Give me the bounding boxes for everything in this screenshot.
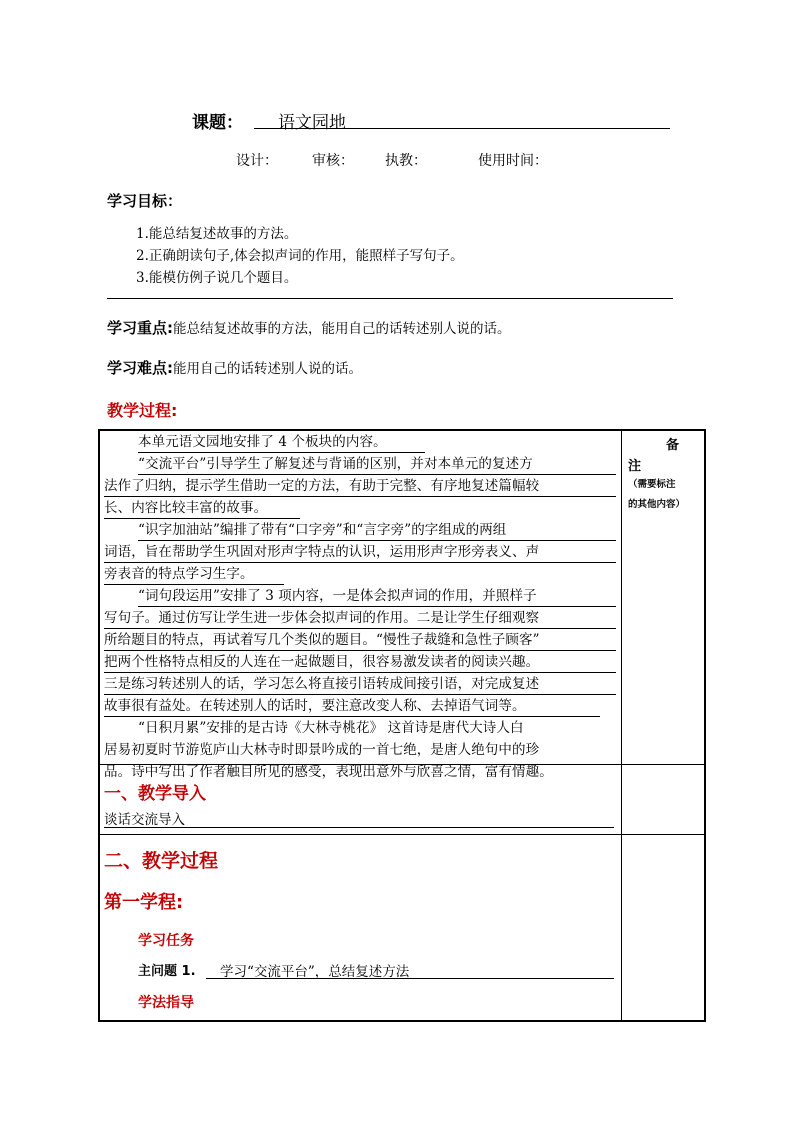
divider bbox=[107, 298, 673, 299]
table-column-divider bbox=[621, 431, 622, 1020]
table-row-divider bbox=[100, 834, 704, 835]
intro-line: 把两个性格特点相反的人连在一起做题目，很容易激发读者的阅读兴趣。 bbox=[104, 652, 616, 673]
teach-label: 执教： bbox=[385, 153, 427, 169]
intro-line: 故事很有益处。在转述别人的话时，要注意改变人称、去掉语气词等。 bbox=[104, 696, 600, 717]
guide-label: 学法指导 bbox=[138, 995, 194, 1011]
intro-line: 品。诗中写出了作者触目所见的感受，表现出意外与欣喜之情，富有情趣。 bbox=[104, 764, 553, 780]
review-label: 审核： bbox=[312, 153, 354, 169]
title-label: 课题： bbox=[192, 113, 243, 133]
subsection-heading: 第一学程: bbox=[104, 892, 184, 913]
design-label: 设计： bbox=[236, 153, 278, 169]
key-point-heading: 学习重点: bbox=[107, 319, 173, 337]
task-label: 学习任务 bbox=[138, 933, 194, 949]
main-question-text: 学习“交流平台”，总结复述方法 bbox=[220, 964, 410, 980]
intro-line: “日积月累”安排的是古诗《大林寺桃花》 这首诗是唐代大诗人白 bbox=[138, 720, 524, 736]
goal-item: 3.能模仿例子说几个题目。 bbox=[136, 270, 298, 286]
main-question bbox=[138, 960, 196, 979]
side-note-hint: 的其他内容） bbox=[628, 499, 686, 510]
key-point bbox=[107, 317, 511, 338]
intro-line: 居易初夏时节游览庐山大林寺时即景吟成的一首七绝，是唐人绝句中的珍 bbox=[104, 742, 540, 758]
difficulty bbox=[107, 357, 362, 378]
section2-heading: 二、教学过程 bbox=[104, 850, 219, 872]
intro-line: 本单元语文园地安排了 4 个板块的内容。 bbox=[138, 432, 425, 453]
intro-line: 三是练习转述别人的话，学习怎么将直接引语转成间接引语，对完成复述 bbox=[104, 674, 616, 695]
intro-line: 所给题目的特点，再试着写几个类似的题目。“慢性子裁缝和急性子顾客” bbox=[104, 630, 616, 651]
intro-line: 写句子。通过仿写让学生进一步体会拟声词的作用。二是让学生仔细观察 bbox=[104, 608, 616, 629]
intro-line: 词语，旨在帮助学生巩固对形声字特点的认识，运用形声字形旁表义、声 bbox=[104, 542, 616, 563]
goal-item: 2.正确朗读句子,体会拟声词的作用，能照样子写句子。 bbox=[136, 248, 464, 264]
main-question-label: 主问题 1. bbox=[138, 964, 196, 979]
intro-line: 长、内容比较丰富的故事。 bbox=[104, 498, 300, 519]
section1-heading: 一、教学导入 bbox=[104, 784, 206, 804]
side-note-title: 备 bbox=[666, 438, 680, 453]
time-label: 使用时间： bbox=[478, 153, 548, 169]
section1-text: 谈话交流导入 bbox=[104, 812, 185, 828]
goal-item: 1.能总结复述故事的方法。 bbox=[136, 226, 298, 242]
goals-heading: 学习目标： bbox=[107, 192, 183, 210]
difficulty-text: 能用自己的话转述别人说的话。 bbox=[173, 361, 362, 377]
difficulty-heading: 学习难点: bbox=[107, 359, 173, 377]
process-heading: 教学过程: bbox=[107, 401, 178, 420]
title-value: 语文园地 bbox=[278, 113, 346, 133]
intro-line: “识字加油站”编排了带有“口字旁”和“言字旁”的字组成的两组 bbox=[138, 520, 616, 541]
intro-line: 旁表音的特点学习生字。 bbox=[104, 564, 284, 585]
intro-line: “交流平台”引导学生了解复述与背诵的区别，并对本单元的复述方 bbox=[138, 454, 616, 475]
main-question-line bbox=[206, 960, 614, 979]
side-note-title: 注 bbox=[628, 459, 642, 474]
section1-line bbox=[104, 808, 614, 828]
intro-line: “词句段运用”安排了 3 项内容，一是体会拟声词的作用，并照样子 bbox=[138, 586, 616, 607]
side-note-hint: （需要标注 bbox=[628, 479, 676, 490]
intro-line: 法作了归纳，提示学生借助一定的方法，有助于完整、有序地复述篇幅较 bbox=[104, 476, 616, 497]
key-point-text: 能总结复述故事的方法，能用自己的话转述别人说的话。 bbox=[173, 321, 511, 337]
